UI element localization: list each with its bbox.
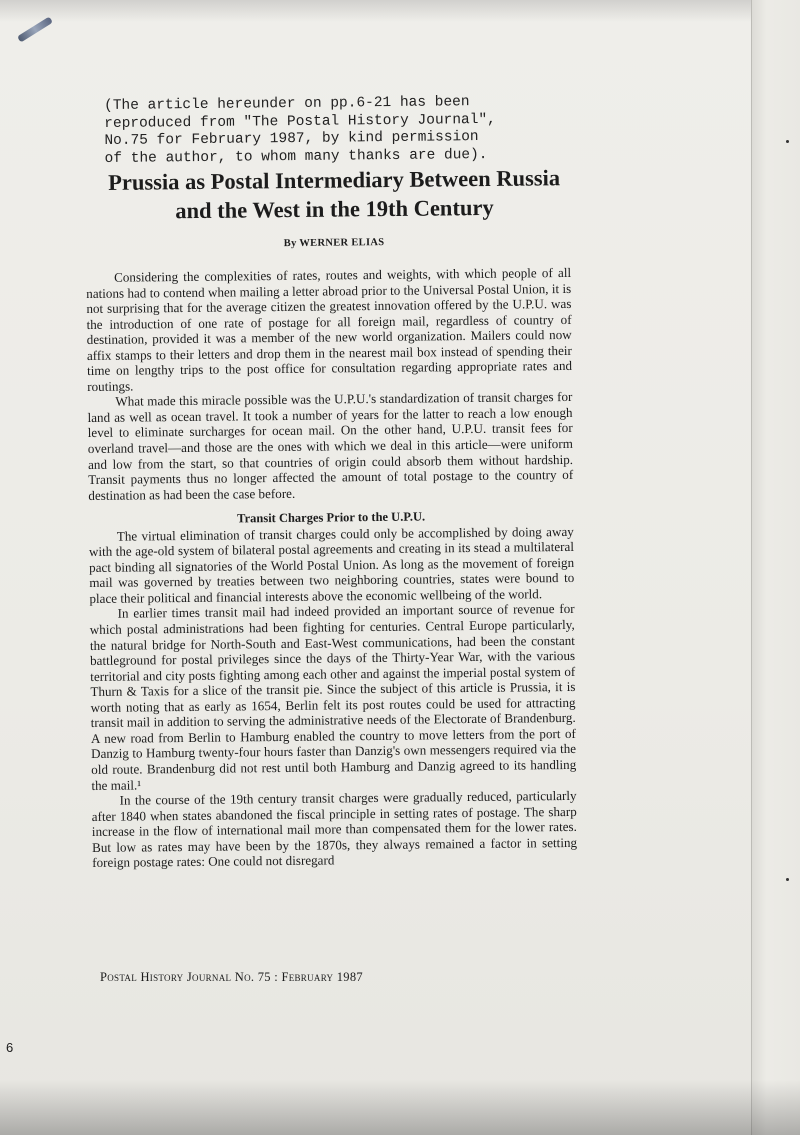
body-paragraph: What made this miracle possible was the U.P.U.'s standardization of transit charges for land as well as ocean travel. It took a number of years for the latter to reach a low enough level to eliminate surcharges for ocean mail. On the other hand, U.P.U. transit fees for overland travel—and those are the ones with which we deal in this article—were uniform and low from the start, so that countries of origin could absorb them without hardship. Transit payments thus no longer affected the amount of total postage to the country of destination as had been the case before. xyxy=(87,389,574,503)
bottom-scan-shadow xyxy=(0,1080,800,1135)
body-paragraph: In earlier times transit mail had indeed provided an important source of revenue for which postal administrations had been fighting for centuries. Central Europe particularly, the natural bridge for North-South and East-West communications, had been the constant battleground for postal privileges since the days of the Thirty-Year War, with the various territorial and city posts fighting among each other and against the imperial postal system of Thurn & Taxis for a slice of the transit pie. Since the subject of this article is Prussia, it is worth noting that as early as 1654, Berlin felt its post routes could be used for attracting transit mail in addition to serving the administrative needs of the Electorate of Brandenburg. A new road from Berlin to Hamburg enabled the country to move letters from the port of Danzig to Hamburg twenty-four hours faster than Danzig's own messengers required via the old route. Brandenburg did not rest until both Hamburg and Danzig agreed to its handling the mail.¹ xyxy=(89,601,577,793)
page-number: 6 xyxy=(6,1040,14,1055)
article-title: Prussia as Postal Intermediary Between Russia and the West in the 19th Century xyxy=(108,165,561,224)
top-edge-shadow xyxy=(0,0,800,22)
body-paragraph: In the course of the 19th century transit charges were gradually reduced, particularly after 1840 when states abandoned the fiscal principle in setting rates of postage. The sharp increase in the flow of international mail more than compensated them for the lower rates. But low as rates may have been by the 1870s, they always remained a factor in setting foreign postage rates: One could not disregard xyxy=(91,787,578,871)
article-body xyxy=(86,265,577,871)
scan-speck xyxy=(786,878,789,881)
body-paragraph: The virtual elimination of transit charges could only be accomplished by doing away with the age-old system of bilateral postal agreements and creating in its stead a multilateral pact binding all signatories of the World Postal Union. As long as the movement of foreign mail was governed by treaties between two neighboring countries, states were bound to place their political and financial interests above the economic wellbeing of the world. xyxy=(88,523,575,606)
section-heading: Transit Charges Prior to the U.P.U. xyxy=(237,509,426,526)
journal-footer: Postal History Journal No. 75 : February 1987 xyxy=(100,970,363,984)
scan-speck xyxy=(786,140,789,143)
article-byline: By WERNER ELIAS xyxy=(283,237,385,250)
intro-note: (The article hereunder on pp.6-21 has been reproduced from "The Postal History Journal", No.75 for February 1987, by kind permission of the author, to whom many thanks are due). xyxy=(104,94,496,167)
page-fold-edge xyxy=(751,0,800,1135)
body-paragraph: Considering the complexities of rates, routes and weights, with which people of all nations had to contend when mailing a letter abroad prior to the Universal Postal Union, it is not surprising that for the average citizen the greatest innovation offered by the U.P.U. was the introduction of one rate of postage for all foreign mail, regardless of country of destination, provided it was a member of the new world organization. Mailers could now affix stamps to their letters and drop them in the nearest mail box instead of spending their time on lengthy trips to the post office for consultation regarding appropriate rates and routings. xyxy=(86,264,573,394)
